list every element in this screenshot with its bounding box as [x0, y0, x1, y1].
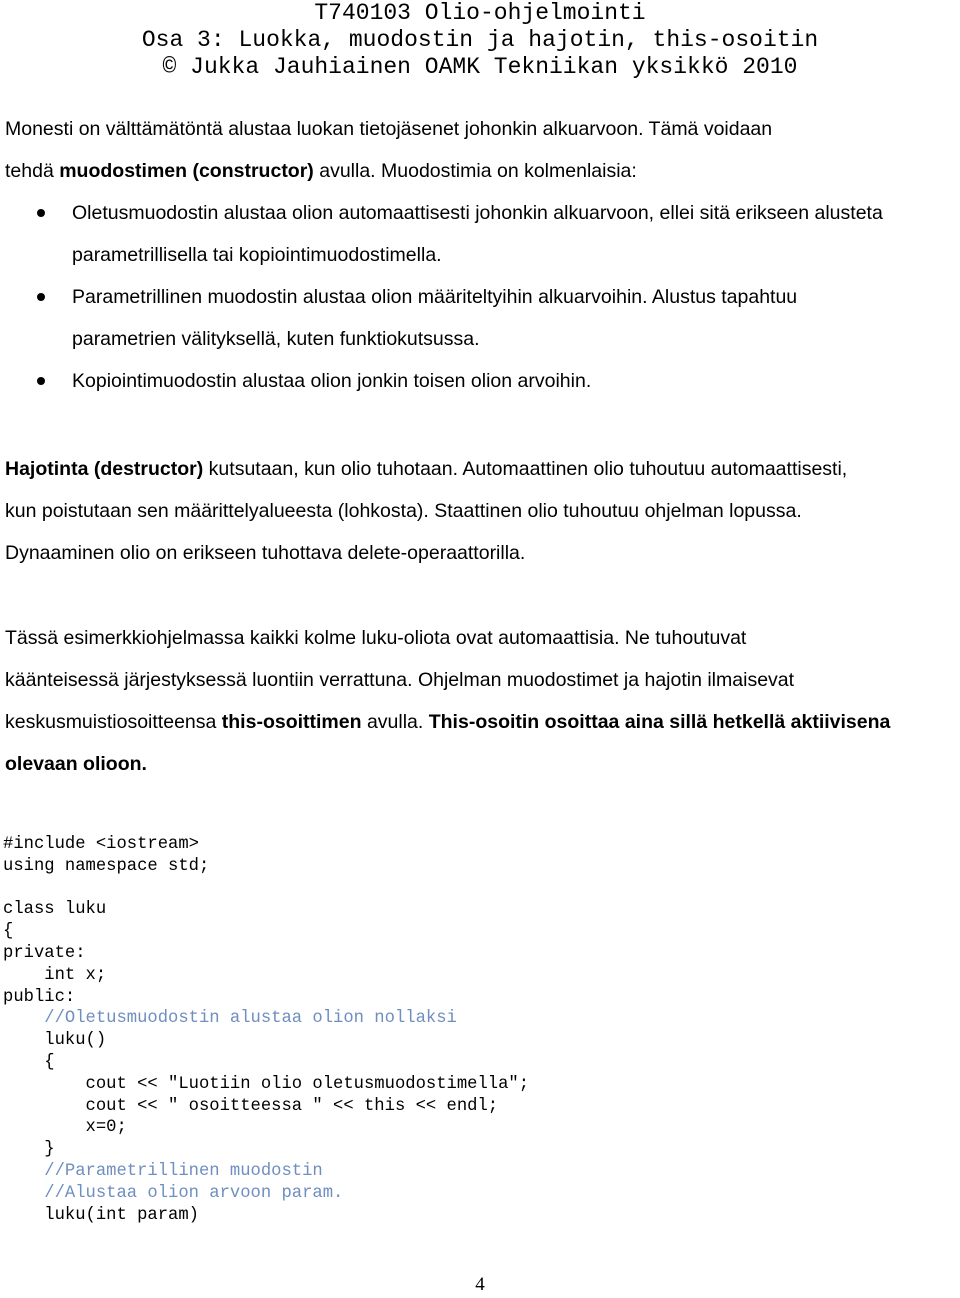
code-line: int x;	[3, 965, 107, 985]
list-item-line: Kopiointimuodostin alustaa olion jonkin toisen olion arvoihin.	[72, 370, 592, 392]
intro-paragraph	[5, 108, 955, 192]
list-item	[0, 360, 960, 402]
code-line: {	[3, 922, 14, 942]
destructor-line-3: Dynaaminen olio on erikseen tuhottava delete-operaattorilla.	[5, 542, 526, 564]
constructor-term: muodostimen (constructor)	[59, 160, 314, 182]
constructor-types-list	[0, 192, 960, 402]
code-line: private:	[3, 943, 86, 963]
intro-line-1: Monesti on välttämätöntä alustaa luokan tietojäsenet johonkin alkuarvoon. Tämä voidaan	[5, 118, 773, 140]
example-paragraph	[5, 617, 955, 785]
destructor-line-2: kun poistutaan sen määrittelyalueesta (lohkosta). Staattinen olio tuhoutuu ohjelman lopussa.	[5, 500, 802, 522]
code-comment: //Oletusmuodostin alustaa olion nollaksi	[3, 1009, 457, 1029]
list-item-line: parametrien välityksellä, kuten funktiokutsussa.	[72, 328, 480, 350]
list-item-line: Parametrillinen muodostin alustaa olion määriteltyihin alkuarvoihin. Alustus tapahtuu	[72, 286, 798, 308]
list-item-line: Oletusmuodostin alustaa olion automaattisesti johonkin alkuarvoon, ellei sitä erikseen alusteta	[72, 202, 883, 224]
example-line-3	[5, 701, 955, 743]
bullet-icon	[37, 209, 45, 217]
this-pointer-emphasis: olevaan olioon.	[5, 753, 147, 775]
code-line: cout << " osoitteessa " << this << endl;	[3, 1096, 499, 1116]
example-text: keskusmuistiosoitteensa	[5, 711, 222, 733]
copyright-line: © Jukka Jauhiainen OAMK Tekniikan yksikkö 2010	[162, 54, 798, 80]
code-line: }	[3, 1140, 55, 1160]
chapter-title: Osa 3: Luokka, muodostin ja hajotin, this-osoitin	[141, 27, 819, 53]
list-item	[0, 276, 960, 360]
example-line-2: käänteisessä järjestyksessä luontiin verrattuna. Ohjelman muodostimet ja hajotin ilmaisevat	[5, 669, 795, 691]
code-line: public:	[3, 987, 76, 1007]
example-line-1: Tässä esimerkkiohjelmassa kaikki kolme luku-oliota ovat automaattisia. Ne tuhoutuvat	[5, 627, 747, 649]
code-comment: //Alustaa olion arvoon param.	[3, 1183, 344, 1203]
code-line: x=0;	[3, 1118, 127, 1138]
intro-text: tehdä	[5, 160, 60, 182]
destructor-text: kutsutaan, kun olio tuhotaan. Automaattinen olio tuhoutuu automaattisesti,	[203, 458, 848, 480]
course-title: T740103 Olio-ohjelmointi	[314, 0, 646, 26]
list-item-line: parametrillisella tai kopiointimuodostimella.	[72, 244, 442, 266]
bullet-icon	[37, 377, 45, 385]
page-header	[0, 0, 960, 81]
intro-text: avulla. Muodostimia on kolmenlaisia:	[313, 160, 637, 182]
destructor-line-1	[5, 448, 955, 490]
code-line: class luku	[3, 900, 107, 920]
example-line-4	[5, 743, 955, 785]
code-line: luku(int param)	[3, 1205, 199, 1225]
destructor-term: Hajotinta (destructor)	[5, 458, 204, 480]
code-line: using namespace std;	[3, 856, 210, 876]
destructor-paragraph	[5, 448, 955, 574]
this-pointer-term: this-osoittimen	[221, 711, 362, 733]
page-number: 4	[475, 1274, 485, 1295]
example-text: avulla.	[361, 711, 429, 733]
this-pointer-emphasis: This-osoitin osoittaa aina sillä hetkellä aktiivisena	[428, 711, 891, 733]
code-line: #include <iostream>	[3, 835, 199, 854]
list-item	[0, 192, 960, 276]
code-listing	[3, 834, 953, 1226]
bullet-icon	[37, 293, 45, 301]
code-line: {	[3, 1052, 55, 1072]
code-line: cout << "Luotiin olio oletusmuodostimella";	[3, 1074, 530, 1094]
intro-line-2	[5, 150, 955, 192]
code-line: luku()	[3, 1031, 107, 1051]
code-comment: //Parametrillinen muodostin	[3, 1161, 323, 1181]
